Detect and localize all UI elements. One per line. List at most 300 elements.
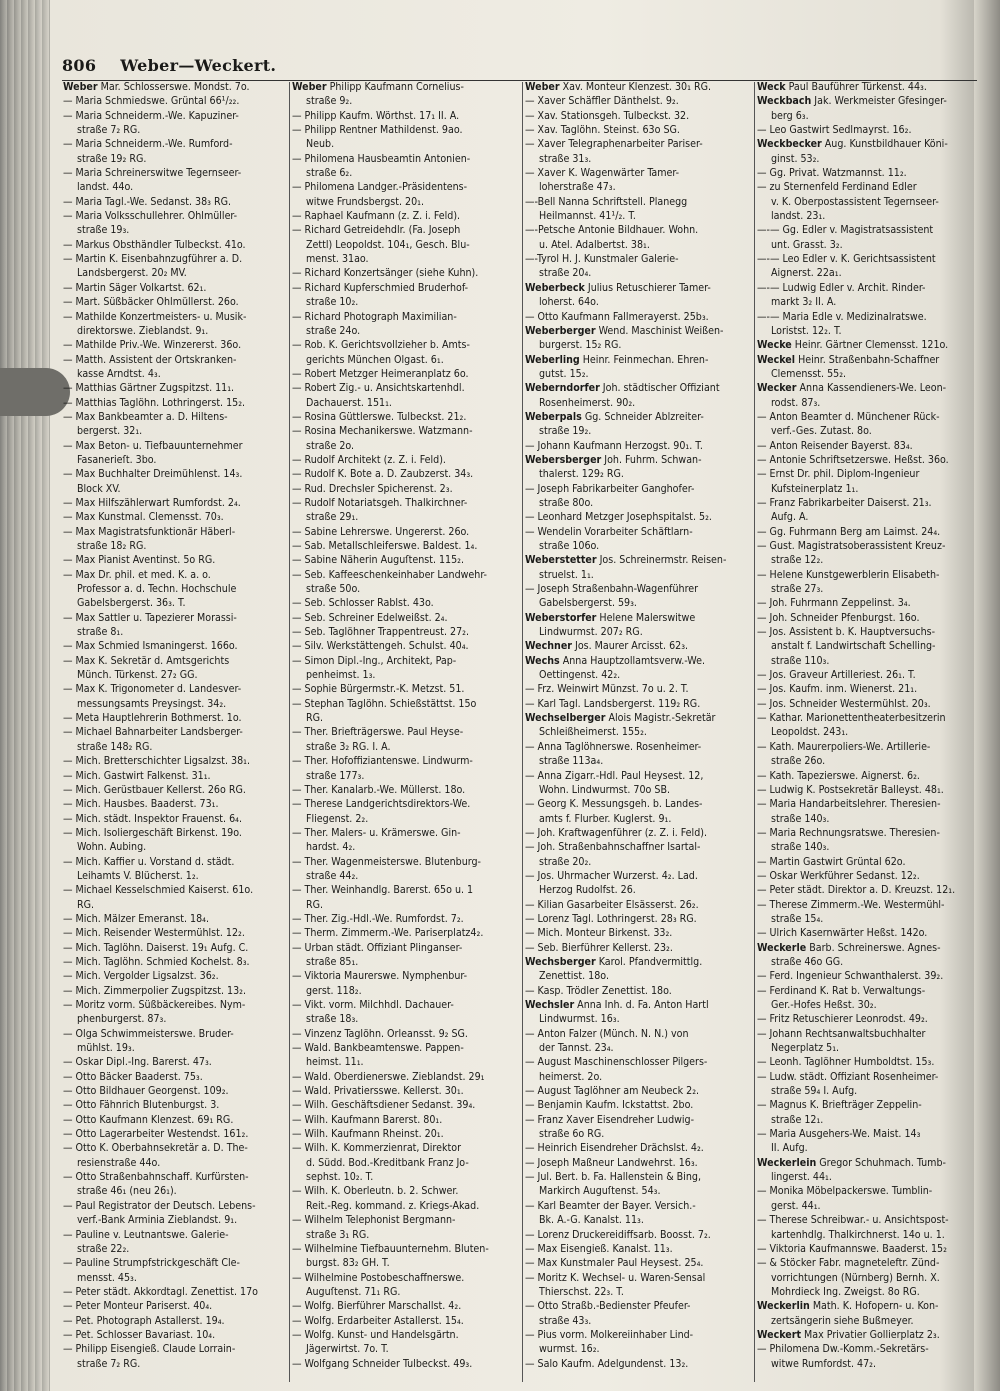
entry-continuation-line: resienstraße 44o. <box>77 1156 161 1169</box>
directory-entry: — Maria Schmiedswe. Grüntal 66¹/₂₂. <box>63 95 240 108</box>
entry-continuation-line: straße 29₁. <box>306 511 359 524</box>
directory-entry: — Maria Ausgehers-We. Maist. 14₃ <box>757 1128 921 1141</box>
directory-entry: — Mich. Taglöhn. Schmied Kochelst. 8₃. <box>63 955 250 968</box>
directory-entry: — Mich. Gerüstbauer Kellerst. 26o RG. <box>63 783 246 796</box>
directory-entry: — Mich. Mälzer Emeranst. 18₄. <box>63 912 209 925</box>
directory-entry: Weberberger Wend. Maschinist Weißen- <box>525 324 724 337</box>
directory-entry: Weckerlin Math. K. Hofopern- u. Kon- <box>757 1300 939 1313</box>
directory-entry: — Xav. Taglöhn. Steinst. 63o SG. <box>525 124 680 137</box>
entry-continuation-line: landst. 44o. <box>77 181 134 194</box>
entry-continuation-line: anstalt f. Landwirtschaft Schelling- <box>771 640 936 653</box>
directory-entry: — Antonie Schriftsetzerswe. Heßst. 36o. <box>757 453 949 466</box>
directory-entry: — Vikt. vorm. Milchhdl. Dachauer- <box>292 999 454 1011</box>
entry-continuation-line: straße 106o. <box>539 540 600 552</box>
entry-continuation-line: straße 24o. <box>306 324 361 337</box>
directory-entry: — Maria Handarbeitslehrer. Theresien- <box>757 798 941 811</box>
directory-entry: — Xav. Stationsgeh. Tulbeckst. 32. <box>525 109 690 122</box>
directory-entry: — Max Dr. phil. et med. K. a. o. <box>63 568 211 581</box>
directory-entry: — Peter städt. Direktor a. D. Kreuzst. 12₁. <box>757 884 956 897</box>
directory-entry: — Wilhelmine Postobeschaffnerswe. <box>292 1271 465 1284</box>
directory-entry: — Otto Bildhauer Georgenst. 109₂. <box>63 1085 229 1098</box>
directory-entry: — Ludw. städt. Offiziant Rosenheimer- <box>757 1070 939 1083</box>
entry-continuation-line: wurmst. 16₂. <box>539 1343 600 1356</box>
page-clip-shadow <box>0 368 70 416</box>
directory-entry: — Ludwig K. Postsekretär Balleyst. 48₁. <box>757 783 944 796</box>
entry-continuation-line: witwe Frundsbergst. 20₁. <box>306 195 425 208</box>
column-divider <box>754 82 755 1382</box>
directory-entry: — Richard Getreidehdlr. (Fa. Joseph <box>292 224 461 237</box>
entry-continuation-line: zertsängerin siehe Bußmeyer. <box>771 1314 914 1327</box>
entry-continuation-line: Fasanerieſt. 3bo. <box>77 453 157 466</box>
directory-entry: Weber Xav. Monteur Klenzest. 30₁ RG. <box>525 81 711 93</box>
directory-entry: — Franz Xaver Eisendreher Ludwig- <box>525 1113 695 1126</box>
directory-entry: — Mich. Monteur Birkenst. 33₂. <box>525 927 673 940</box>
directory-entry: — Wendelin Vorarbeiter Schäftlarn- <box>525 525 693 538</box>
directory-entry: — Jos. Uhrmacher Wurzerst. 4₂. Lad. <box>525 869 698 882</box>
directory-entry: — Johann Rechtsanwaltsbuchhalter <box>757 1027 926 1040</box>
directory-entry: — Max Hilfszählerwart Rumfordst. 2₄. <box>63 496 241 509</box>
directory-entry: — Mich. städt. Inspektor Frauenst. 6₄. <box>63 812 242 825</box>
directory-entry: — Max Pianist Aventinst. 5o RG. <box>63 554 216 567</box>
directory-entry: — Markus Obsthändler Tulbeckst. 41o. <box>63 238 246 251</box>
entry-continuation-line: gerst. 44₁. <box>771 1199 821 1212</box>
directory-entry: — Raphael Kaufmann (z. Z. i. Feld). <box>292 210 461 223</box>
directory-entry: — Seb. Taglöhner Trappentreust. 27₂. <box>292 626 469 639</box>
entry-continuation-line: Kufsteinerplatz 1₁. <box>771 482 859 495</box>
entry-continuation-line: Heilmannst. 41¹/₂. T. <box>539 210 636 223</box>
entry-continuation-line: straße 46₁ (neu 26₁). <box>77 1185 177 1198</box>
directory-entry: — Max K. Trigonometer d. Landesver- <box>63 683 242 696</box>
entry-continuation-line: heimst. 11₁. <box>306 1056 364 1069</box>
entry-continuation-line: straße 19₃. <box>77 224 130 237</box>
entry-continuation-line: berg 6₃. <box>771 109 809 122</box>
directory-entry: — Georg K. Messungsgeh. b. Landes- <box>525 798 703 811</box>
entry-continuation-line: rodst. 87₃. <box>771 396 821 409</box>
entry-continuation-line: bergerst. 32₁. <box>77 425 143 438</box>
directory-entry: — Wald. Oberdienerswe. Zieblandst. 29₁ <box>292 1070 485 1083</box>
directory-entry: — Otto K. Oberbahnsekretär a. D. The- <box>63 1142 248 1155</box>
directory-entry: — Philomena Hausbeamtin Antonien- <box>292 152 471 165</box>
entry-continuation-line: Rosenheimerst. 90₂. <box>539 396 636 409</box>
entry-continuation-line: straße 110₃. <box>771 654 830 667</box>
entry-continuation-line: straße 9₂. <box>306 95 353 108</box>
entry-continuation-line: Thierschst. 22₃. T. <box>539 1285 624 1298</box>
entry-continuation-line: straße 8₁. <box>77 626 124 639</box>
directory-entry: —-— Leo Edler v. K. Gerichtsassistent <box>757 253 936 266</box>
entry-continuation-line: straße 80o. <box>539 496 594 509</box>
entry-continuation-line: Gabelsbergerst. 36₃. T. <box>77 597 186 610</box>
directory-entry: — Kilian Gasarbeiter Elsässerst. 26₂. <box>525 898 699 911</box>
directory-entry: — Kathar. Marionettentheaterbesitzerin <box>757 712 946 725</box>
directory-entry: — Martin Gastwirt Grüntal 62o. <box>757 855 906 868</box>
entry-continuation-line: u. Atel. Adalbertst. 38₁. <box>539 238 650 251</box>
entry-continuation-line: verf.-Bank Arminia Zieblandst. 9₁. <box>77 1214 238 1227</box>
entry-continuation-line: Landsbergerst. 20₂ MV. <box>77 267 187 280</box>
directory-entry: — Lorenz Tagl. Lothringerst. 28₃ RG. <box>525 912 697 925</box>
directory-entry: Weberndorfer Joh. städtischer Offiziant <box>525 382 720 395</box>
directory-entry: — Therese Zimmerm.-We. Westermühl- <box>757 898 945 911</box>
directory-entry: — Rud. Drechsler Spicherenst. 2₃. <box>292 482 453 495</box>
entry-continuation-line: amts f. Flurber. Kuglerst. 9₁. <box>539 812 672 825</box>
directory-entry: Weber Philipp Kaufmann Cornelius- <box>292 81 464 93</box>
directory-entry: — Viktoria Kaufmannswe. Baaderst. 15₂ <box>757 1242 947 1255</box>
page-number: 806 <box>62 56 97 75</box>
entry-continuation-line: Fliegenst. 2₂. <box>306 812 369 825</box>
directory-entry: Wechselberger Alois Magistr.-Sekretär <box>525 712 716 725</box>
directory-entry: — Matthias Taglöhn. Lothringerst. 15₂. <box>63 396 246 409</box>
directory-entry: — Joh. Fuhrmann Zeppelinst. 3₄. <box>757 597 911 610</box>
entry-continuation-line: Aufg. A. <box>771 511 809 524</box>
entry-continuation-line: II. Aufg. <box>771 1142 808 1155</box>
entry-continuation-line: menst. 31ao. <box>306 253 369 266</box>
directory-entry: — Otto Straßb.-Bedienster Pfeufer- <box>525 1300 691 1313</box>
entry-continuation-line: Gabelsbergerst. 59₃. <box>539 597 637 610</box>
directory-entry: — Ther. Wagenmeisterswe. Blutenburg- <box>292 855 481 868</box>
directory-entry: — Max K. Sekretär d. Amtsgerichts <box>63 654 230 667</box>
entry-continuation-line: straße 85₁. <box>306 955 359 968</box>
entry-continuation-line: gerst. 118₂. <box>306 984 362 997</box>
directory-entry: — Moritz vorm. Süßbäckereibes. Nym- <box>63 999 246 1011</box>
directory-entry: — Leo Gastwirt Sedlmayrst. 16₂. <box>757 124 912 137</box>
entry-continuation-line: Clemensst. 55₂. <box>771 367 847 380</box>
entry-continuation-line: straße 44₂. <box>306 869 359 882</box>
directory-entry: — Sophie Bürgermstr.-K. Metzst. 51. <box>292 683 465 696</box>
directory-entry: — Wolfg. Kunst- und Handelsgärtn. <box>292 1328 459 1341</box>
entry-continuation-line: straße 27₃. <box>771 583 824 596</box>
directory-entry: — Otto Bäcker Baaderst. 75₃. <box>63 1070 203 1083</box>
directory-entry: — Max Eisengieß. Kanalst. 11₃. <box>525 1242 673 1255</box>
directory-entry: — Wilhelmine Tiefbauunternehm. Bluten- <box>292 1242 489 1255</box>
directory-entry: Weck Paul Bauführer Türkenst. 44₃. <box>757 81 927 93</box>
directory-entry: — Seb. Kaffeeschenkeinhaber Landwehr- <box>292 568 487 581</box>
directory-entry: — Otto Kaufmann Fallmerayerst. 25b₃. <box>525 310 709 323</box>
directory-entry: — Ferdinand K. Rat b. Verwaltungs- <box>757 984 926 997</box>
page-edge-shadow <box>974 0 1000 1391</box>
directory-entry: Weberling Heinr. Feinmechan. Ehren- <box>525 353 709 366</box>
entry-continuation-line: kartenhdlg. Thalkirchnerst. 14o u. 1. <box>771 1228 945 1241</box>
entry-continuation-line: gerichts München Olgast. 6₁. <box>306 353 444 366</box>
column-4 <box>757 80 975 1380</box>
directory-entry: Weberpals Gg. Schneider Ablzreiter- <box>525 410 704 423</box>
directory-entry: — Pauline v. Leutnantswe. Galerie- <box>63 1228 229 1241</box>
directory-entry: Weckel Heinr. Straßenbahn-Schaffner <box>757 353 940 366</box>
entry-continuation-line: Herzog Rudolfst. 26. <box>539 884 636 897</box>
directory-entry: — Mich. Bretterschichter Ligsalzst. 38₁. <box>63 755 251 768</box>
directory-entry: — Magnus K. Briefträger Zeppelin- <box>757 1099 922 1112</box>
entry-continuation-line: der Tannst. 23₄. <box>539 1042 614 1055</box>
directory-entry: — Paul Registrator der Deutsch. Lebens- <box>63 1199 256 1212</box>
directory-entry: — Mich. Gastwirt Falkenst. 31₁. <box>63 769 211 782</box>
entry-continuation-line: straße 7₂ RG. <box>77 124 141 137</box>
directory-entry: — Michael Kesselschmied Kaiserst. 61o. <box>63 884 254 897</box>
directory-entry: — Ther. Zig.-Hdl.-We. Rumfordst. 7₂. <box>292 912 464 925</box>
directory-entry: —-Tyrol H. J. Kunstmaler Galerie- <box>525 253 679 266</box>
directory-entry: — August Maschinenschlosser Pilgers- <box>525 1056 708 1069</box>
directory-entry: — Jos. Kaufm. inm. Wienerst. 21₁. <box>757 683 918 696</box>
entry-continuation-line: straße 7₂ RG. <box>77 1357 141 1370</box>
directory-entry: — Mart. Süßbäcker Ohlmüllerst. 26o. <box>63 296 239 309</box>
entry-continuation-line: Neub. <box>306 138 335 151</box>
directory-entry: — Matth. Assistent der Ortskranken- <box>63 353 237 366</box>
column-3 <box>525 80 753 1380</box>
directory-entry: — Lorenz Druckereidiffsarb. Boosst. 7₂. <box>525 1228 711 1241</box>
entry-continuation-line: Bk. A.-G. Kanalst. 11₃. <box>539 1214 644 1227</box>
directory-entry: — Silv. Werkstättengeh. Schulst. 40₄. <box>292 640 469 653</box>
entry-continuation-line: Negerplatz 5₁. <box>771 1042 840 1055</box>
directory-entry: Weckbach Jak. Werkmeister Gfesinger- <box>757 95 947 108</box>
entry-continuation-line: straße 18₃. <box>306 1013 359 1026</box>
entry-continuation-line: Jägerwirtst. 7o. T. <box>306 1343 389 1356</box>
directory-entry: — Franz Fabrikarbeiter Daiserst. 21₃. <box>757 496 932 509</box>
directory-entry: —-Bell Nanna Schriftstell. Planegg <box>525 195 688 208</box>
directory-entry: — August Taglöhner am Neubeck 2₂. <box>525 1085 700 1098</box>
directory-entry: — Leonh. Taglöhner Humboldtst. 15₃. <box>757 1056 935 1069</box>
directory-entry: — Max Schmied Ismaningerst. 166o. <box>63 640 238 653</box>
directory-entry: — Karl Tagl. Landsbergerst. 119₂ RG. <box>525 697 701 710</box>
directory-entry: — Anton Beamter d. Münchener Rück- <box>757 410 940 423</box>
directory-entry: — Mich. Isoliergeschäft Birkenst. 19o. <box>63 826 242 839</box>
directory-entry: — Xaver K. Wagenwärter Tamer- <box>525 167 680 180</box>
directory-entry: — Therese Schreibwar.- u. Ansichtspost- <box>757 1214 949 1227</box>
directory-entry: — Pet. Photograph Astallerst. 19₄. <box>63 1314 225 1327</box>
entry-continuation-line: landst. 23₁. <box>771 210 826 223</box>
entry-continuation-line: Lindwurmst. 207₂ RG. <box>539 626 643 639</box>
directory-entry: — Meta Hauptlehrerin Bothmerst. 1o. <box>63 712 242 725</box>
entry-continuation-line: RG. <box>77 898 95 911</box>
directory-entry: — Pius vorm. Molkereiinhaber Lind- <box>525 1328 694 1341</box>
entry-continuation-line: witwe Rumfordst. 47₂. <box>771 1357 877 1370</box>
entry-continuation-line: hardst. 4₂. <box>306 841 356 854</box>
directory-entry: — Wolfg. Erdarbeiter Astallerst. 15₄. <box>292 1314 464 1327</box>
directory-entry: — Pauline Strumpfstrickgeschäft Cle- <box>63 1257 240 1270</box>
entry-continuation-line: straße 18₂ RG. <box>77 540 147 552</box>
entry-continuation-line: straße 20₂. <box>539 855 592 868</box>
directory-entry: — Mathilde Priv.-We. Winzererst. 36o. <box>63 339 242 352</box>
directory-entry: — Benjamin Kaufm. Ickstattst. 2bo. <box>525 1099 694 1112</box>
directory-entry: — Rosina Güttlerswe. Tulbeckst. 21₂. <box>292 410 467 423</box>
entry-continuation-line: burgst. 83₂ GH. T. <box>306 1257 390 1270</box>
directory-entry: Weberbeck Julius Retuschierer Tamer- <box>525 281 711 294</box>
entry-continuation-line: mensst. 45₃. <box>77 1271 137 1284</box>
directory-entry: — Oskar Dipl.-Ing. Barerst. 47₃. <box>63 1056 212 1069</box>
entry-continuation-line: Lindwurmst. 16₃. <box>539 1013 620 1026</box>
entry-continuation-line: markt 3₂ II. A. <box>771 296 837 309</box>
entry-continuation-line: straße 26o. <box>771 755 826 768</box>
directory-entry: — Karl Beamter der Bayer. Versich.- <box>525 1199 696 1212</box>
directory-entry: — Ther. Malers- u. Krämerswe. Gin- <box>292 826 461 839</box>
directory-entry: — Richard Konzertsänger (siehe Kuhn). <box>292 267 479 280</box>
directory-entry: — Ferd. Ingenieur Schwanthalerst. 39₂. <box>757 970 944 983</box>
page-header <box>62 56 462 80</box>
entry-continuation-line: penheimst. 1₃. <box>306 669 376 682</box>
directory-entry: — zu Sternenfeld Ferdinand Edler <box>757 181 917 194</box>
directory-entry: Weckerle Barb. Schreinerswe. Agnes- <box>757 941 941 954</box>
entry-continuation-line: vorrichtungen (Nürnberg) Bernh. X. <box>771 1271 940 1284</box>
directory-entry: — Anton Falzer (Münch. N. N.) von <box>525 1027 689 1040</box>
directory-entry: — Stephan Taglöhn. Schießstättst. 15o <box>292 697 477 710</box>
directory-entry: — Monika Möbelpackerswe. Tumblin- <box>757 1185 933 1198</box>
directory-entry: — Ther. Kanalarb.-We. Müllerst. 18o. <box>292 783 466 796</box>
directory-entry: — Maria Rechnungsratswe. Theresien- <box>757 826 940 839</box>
directory-entry: — Rudolf Architekt (z. Z. i. Feld). <box>292 453 446 466</box>
entry-continuation-line: verf.-Ges. Zutast. 8o. <box>771 425 872 438</box>
directory-entry: — Rosina Mechanikerswe. Watzmann- <box>292 425 473 438</box>
directory-entry: — Joseph Straßenbahn-Wagenführer <box>525 583 699 596</box>
entry-continuation-line: Leihamts V. Blücherst. 1₂. <box>77 869 199 882</box>
entry-continuation-line: straße 20₄. <box>539 267 592 280</box>
directory-entry: — Otto Straßenbahnschaff. Kurfürsten- <box>63 1171 249 1184</box>
directory-entry: Weberstetter Jos. Schreinermstr. Reisen- <box>525 554 727 567</box>
directory-entry: — Philipp Eisengieß. Claude Lorrain- <box>63 1343 236 1356</box>
directory-entry: —-— Gg. Edler v. Magistratsassistent <box>757 224 934 237</box>
directory-entry: Weberstorfer Helene Malerswitwe <box>525 611 696 624</box>
directory-entry: — Rob. K. Gerichtsvollzieher b. Amts- <box>292 339 470 352</box>
entry-continuation-line: Wohn. Aubing. <box>77 841 147 854</box>
entry-continuation-line: heimerst. 2o. <box>539 1070 603 1083</box>
directory-entry: — Urban städt. Offiziant Plinganser- <box>292 941 463 954</box>
directory-entry: — Kasp. Trödler Zenettist. 18o. <box>525 984 672 997</box>
entry-continuation-line: straße 3₂ RG. I. A. <box>306 740 391 753</box>
entry-continuation-line: Oettingenst. 42₂. <box>539 669 621 682</box>
directory-entry: — Max Kunstmaler Paul Heysest. 25₄. <box>525 1257 704 1270</box>
directory-entry: — Seb. Schlosser Rablst. 43o. <box>292 597 434 610</box>
entry-continuation-line: Ger.-Hofes Heßst. 30₂. <box>771 999 877 1011</box>
directory-entry: — Viktoria Maurerswe. Nymphenbur- <box>292 970 468 983</box>
directory-entry: — Max Sattler u. Tapezierer Morassi- <box>63 611 237 624</box>
directory-entry: — Richard Photograph Maximilian- <box>292 310 457 323</box>
entry-continuation-line: Mohrdieck Ing. Zweigst. 8o RG. <box>771 1285 920 1298</box>
directory-entry: — Wilhelm Telephonist Bergmann- <box>292 1214 456 1227</box>
directory-entry: — Mich. Hausbes. Baaderst. 73₁. <box>63 798 219 811</box>
directory-entry: — Sabine Lehrerswe. Ungererst. 26o. <box>292 525 470 538</box>
directory-entry: — Gust. Magistratsoberassistent Kreuz- <box>757 540 946 552</box>
directory-entry: — Jul. Bert. b. Fa. Hallenstein & Bing, <box>525 1171 701 1184</box>
entry-continuation-line: Markirch Auguſtenst. 54₃. <box>539 1185 661 1198</box>
directory-entry: — Leonhard Metzger Josephspitalst. 5₂. <box>525 511 712 524</box>
directory-entry: —-— Maria Edle v. Medizinalratswe. <box>757 310 927 323</box>
directory-entry: — Jos. Schneider Westermühlst. 20₃. <box>757 697 931 710</box>
entry-continuation-line: v. K. Oberpostassistent Tegernseer- <box>771 195 939 208</box>
directory-entry: — Xaver Telegraphenarbeiter Pariser- <box>525 138 703 151</box>
directory-entry: — Therm. Zimmerm.-We. Pariserplatz4₂. <box>292 927 484 940</box>
directory-entry: Weckert Max Privatier Gollierplatz 2₃. <box>757 1328 940 1341</box>
entry-continuation-line: ginst. 53₂. <box>771 152 820 165</box>
directory-entry: Wecker Anna Kassendieners-We. Leon- <box>757 382 947 395</box>
directory-entry: — Otto Lagerarbeiter Westendst. 161₂. <box>63 1128 249 1141</box>
directory-entry: — Max Buchhalter Dreimühlenst. 14₃. <box>63 468 243 481</box>
entry-continuation-line: Dachauerst. 151₁. <box>306 396 392 409</box>
directory-entry: — Wilh. Geschäftsdiener Sedanst. 39₄. <box>292 1099 476 1112</box>
directory-entry: — Ther. Weinhandlg. Barerst. 65o u. 1 <box>292 884 474 897</box>
entry-continuation-line: gutst. 15₂. <box>539 367 589 380</box>
directory-entry: — Philomena Landger.-Präsidentens- <box>292 181 468 194</box>
directory-entry: — Joh. Straßenbahnschaffner Isartal- <box>525 841 701 854</box>
directory-entry: — Philipp Rentner Mathildenst. 9ao. <box>292 124 463 137</box>
directory-entry: — Joseph Maßneur Landwehrst. 16₃. <box>525 1156 698 1169</box>
entry-continuation-line: RG. <box>306 712 324 725</box>
entry-continuation-line: straße 3₁ RG. <box>306 1228 370 1241</box>
directory-entry: — Maria Volksschullehrer. Ohlmüller- <box>63 210 238 223</box>
entry-continuation-line: direktorswe. Zieblandst. 9₁. <box>77 324 209 337</box>
directory-entry: — Vinzenz Taglöhn. Orleansst. 9₂ SG. <box>292 1027 468 1040</box>
entry-continuation-line: Zenettist. 18o. <box>539 970 609 983</box>
directory-entry: Weckbecker Aug. Kunstbildhauer Köni- <box>757 138 948 151</box>
book-binding-edge <box>0 0 50 1391</box>
entry-continuation-line: straße 113a₄. <box>539 755 604 768</box>
directory-entry: — Philipp Kaufm. Wörthst. 17₁ II. A. <box>292 109 460 122</box>
directory-entry: — Sab. Metallschleiferswe. Baldest. 1₄. <box>292 540 478 552</box>
directory-entry: — Anna Zigarr.-Hdl. Paul Heysest. 12, <box>525 769 704 782</box>
entry-continuation-line: straße 148₂ RG. <box>77 740 153 753</box>
directory-entry: Weber Mar. Schlosserswe. Mondst. 7o. <box>63 81 250 93</box>
entry-continuation-line: straße 140₃. <box>771 841 830 854</box>
entry-continuation-line: Reit.-Reg. kommand. z. Kriegs-Akad. <box>306 1199 480 1212</box>
entry-continuation-line: straße 140₃. <box>771 812 830 825</box>
directory-entry: — Michael Bahnarbeiter Landsberger- <box>63 726 243 739</box>
directory-entry: — Joh. Schneider Pfenburgst. 16o. <box>757 611 920 624</box>
directory-entry: — Sabine Näherin Auguſtenst. 115₂. <box>292 554 465 567</box>
directory-entry: — Oskar Werkführer Sedanst. 12₂. <box>757 869 920 882</box>
directory-entry: — Jos. Graveur Artilleriest. 26₁. T. <box>757 669 916 682</box>
directory-entry: — Therese Landgerichtsdirektors-We. <box>292 798 471 811</box>
directory-entry: — Peter städt. Akkordtagl. Zenettist. 17o <box>63 1285 258 1298</box>
directory-entry: — Wilh. Kaufmann Barerst. 80₁. <box>292 1113 443 1126</box>
directory-entry: — Martin K. Eisenbahnzugführer a. D. <box>63 253 243 266</box>
directory-entry: — Ther. Briefträgerswe. Paul Heyse- <box>292 726 464 739</box>
directory-entry: — Otto Fähnrich Blutenburgst. 3. <box>63 1099 220 1112</box>
entry-continuation-line: Auguſtenst. 71₁ RG. <box>306 1285 401 1298</box>
entry-continuation-line: mühlst. 19₃. <box>77 1042 135 1055</box>
directory-entry: — Joseph Fabrikarbeiter Ganghofer- <box>525 482 695 495</box>
entry-continuation-line: straße 59₄ I. Aufg. <box>771 1085 858 1098</box>
directory-entry: — Olga Schwimmeisterswe. Bruder- <box>63 1027 234 1040</box>
entry-continuation-line: messungsamts Preysingst. 34₂. <box>77 697 227 710</box>
directory-entry: — Heinrich Eisendreher Drächslst. 4₂. <box>525 1142 704 1155</box>
entry-continuation-line: straße 43₃. <box>539 1314 592 1327</box>
directory-entry: — Max Beton- u. Tiefbauunternehmer <box>63 439 243 452</box>
directory-entry: — Max Kunstmal. Clemensst. 70₃. <box>63 511 224 524</box>
directory-entry: — Wolfg. Bierführer Marschallst. 4₂. <box>292 1300 462 1313</box>
entry-continuation-line: Professor a. d. Techn. Hochschule <box>77 583 237 596</box>
column-2 <box>292 80 520 1380</box>
entry-continuation-line: straße 31₃. <box>539 152 592 165</box>
entry-continuation-line: Zettl) Leopoldst. 104₁, Gesch. Blu- <box>306 238 470 251</box>
directory-entry: — Seb. Bierführer Kellerst. 23₂. <box>525 941 673 954</box>
directory-entry: — Mich. Taglöhn. Daiserst. 19₁ Aufg. C. <box>63 941 249 954</box>
directory-entry: — Martin Säger Volkartst. 62₁. <box>63 281 207 294</box>
directory-entry: Wechsler Anna Inh. d. Fa. Anton Hartl <box>525 999 709 1011</box>
entry-continuation-line: Leopoldst. 243₁. <box>771 726 849 739</box>
entry-continuation-line: Block XV. <box>77 482 121 495</box>
directory-entry: — Ulrich Kasernwärter Heßst. 142o. <box>757 927 928 940</box>
entry-continuation-line: loherstraße 47₃. <box>539 181 616 194</box>
directory-entry: — Wald. Bankbeamtenswe. Pappen- <box>292 1042 464 1055</box>
entry-continuation-line: burgerst. 15₂ RG. <box>539 339 622 352</box>
entry-continuation-line: lingerst. 44₁. <box>771 1171 832 1184</box>
entry-continuation-line: RG. <box>306 898 324 911</box>
entry-continuation-line: straße 177₃. <box>306 769 365 782</box>
directory-entry: — Maria Schneiderm.-We. Rumford- <box>63 138 233 151</box>
directory-entry: Wechsberger Karol. Pfandvermittlg. <box>525 955 703 968</box>
running-title: Weber—Weckert. <box>120 56 277 75</box>
directory-entry: Wechs Anna Hauptzollamtsverw.-We. <box>525 654 705 667</box>
directory-entry: — Maria Schneiderm.-We. Kapuziner- <box>63 109 239 122</box>
directory-entry: — Simon Dipl.-Ing., Architekt, Pap- <box>292 654 457 667</box>
entry-continuation-line: straße 12₁. <box>771 1113 824 1126</box>
entry-continuation-line: straße 22₂. <box>77 1242 130 1255</box>
directory-entry: Webersberger Joh. Fuhrm. Schwan- <box>525 453 702 466</box>
entry-continuation-line: d. Südd. Bod.-Kreditbank Franz Jo- <box>306 1156 469 1169</box>
